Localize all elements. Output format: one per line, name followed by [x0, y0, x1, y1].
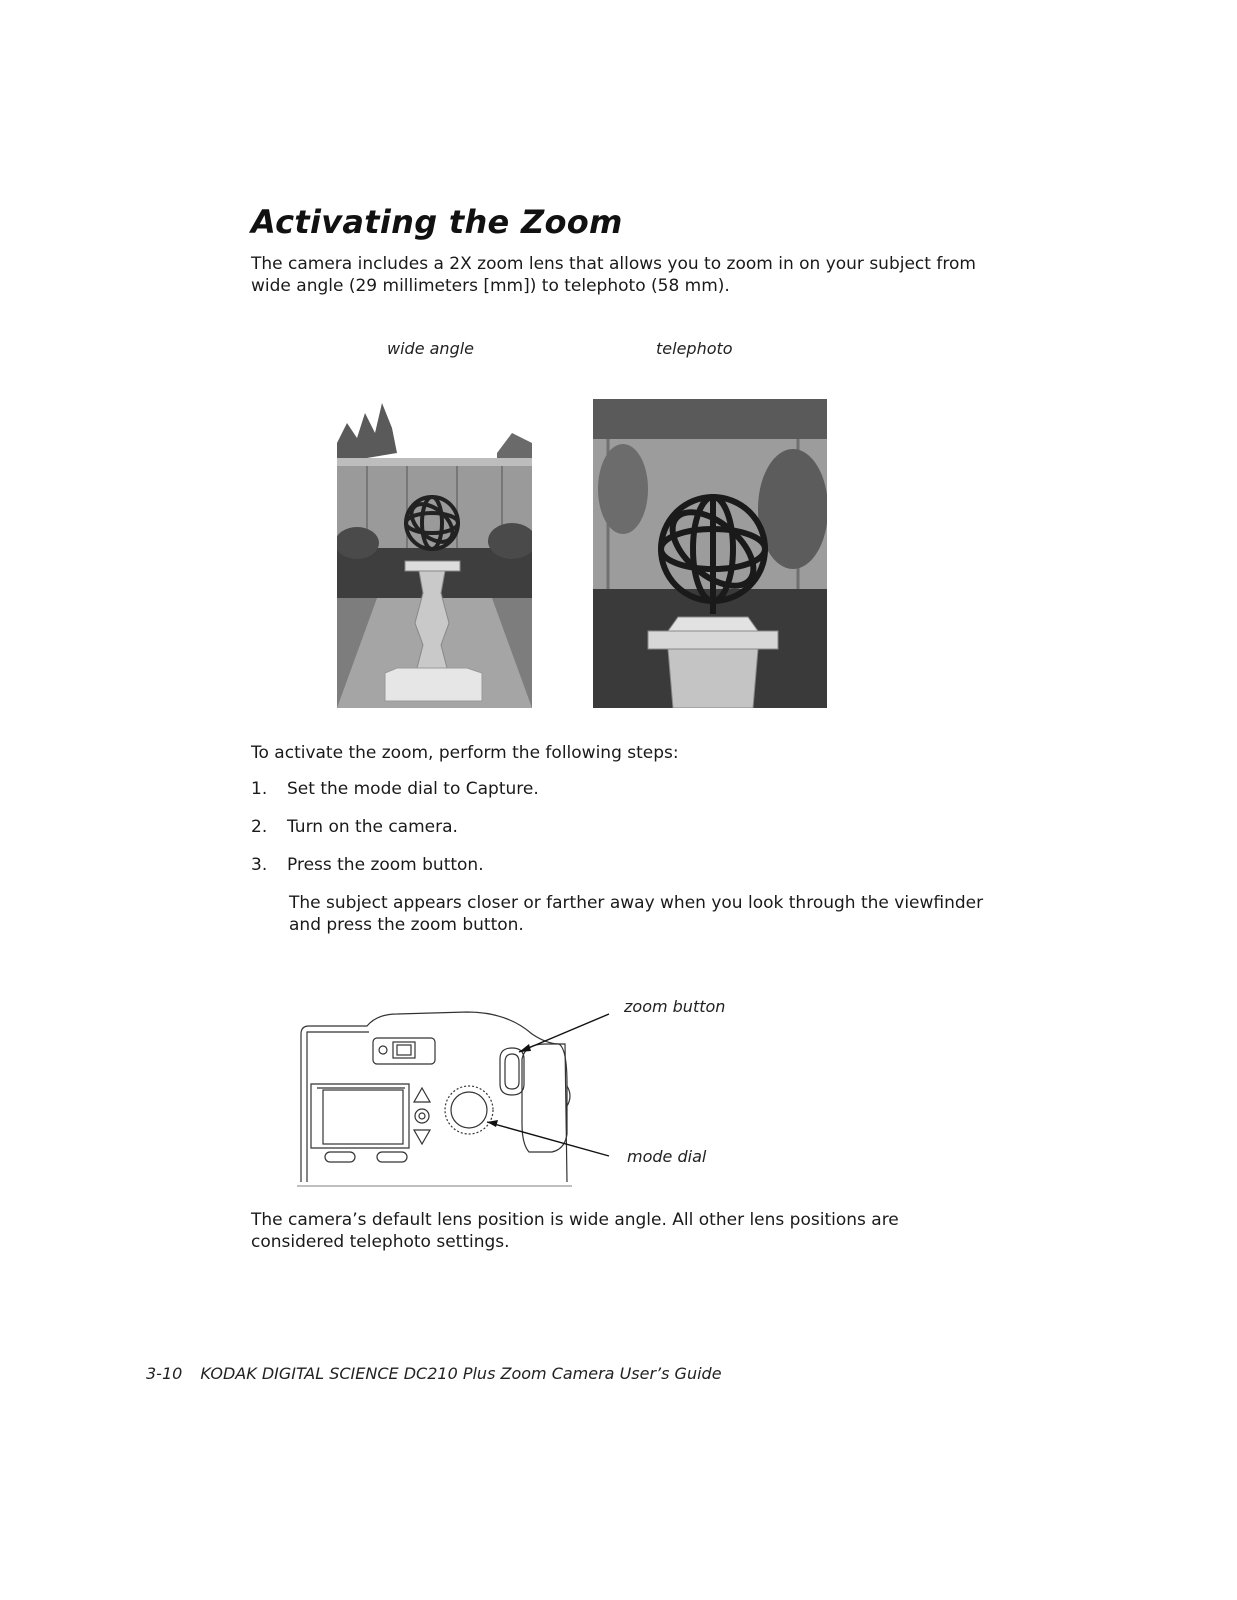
telephoto-caption: telephoto	[656, 339, 733, 358]
step-2	[251, 817, 458, 837]
closing-paragraph: The camera’s default lens position is wide angle. All other lens positions are considered telephoto settings.	[251, 1210, 899, 1252]
wide-angle-caption: wide angle	[387, 339, 475, 358]
step-number: 1.	[251, 779, 268, 799]
steps-intro: To activate the zoom, perform the following steps:	[251, 743, 679, 763]
step-text: Turn on the camera.	[287, 817, 458, 837]
mode-dial-label: mode dial	[627, 1147, 707, 1166]
intro-paragraph: The camera includes a 2X zoom lens that allows you to zoom in on your subject from wide angle (29 millimeters [mm]) to telephoto (58 mm).	[251, 254, 976, 296]
step-number: 2.	[251, 817, 268, 837]
step-note: The subject appears closer or farther away when you look through the viewfinder and press the zoom button.	[289, 893, 984, 935]
step-text: Set the mode dial to Capture.	[287, 779, 539, 799]
page-number: 3-10	[146, 1364, 183, 1383]
step-3	[251, 855, 484, 875]
telephoto-photo	[593, 399, 827, 708]
step-text: Press the zoom button.	[287, 855, 484, 875]
page-title: Activating the Zoom	[251, 203, 623, 241]
wide-angle-photo	[337, 383, 532, 708]
zoom-button-label: zoom button	[624, 997, 726, 1016]
step-number: 3.	[251, 855, 268, 875]
step-1	[251, 779, 539, 799]
page-footer	[146, 1364, 722, 1383]
footer-title: KODAK DIGITAL SCIENCE DC210 Plus Zoom Camera User’s Guide	[200, 1364, 722, 1383]
